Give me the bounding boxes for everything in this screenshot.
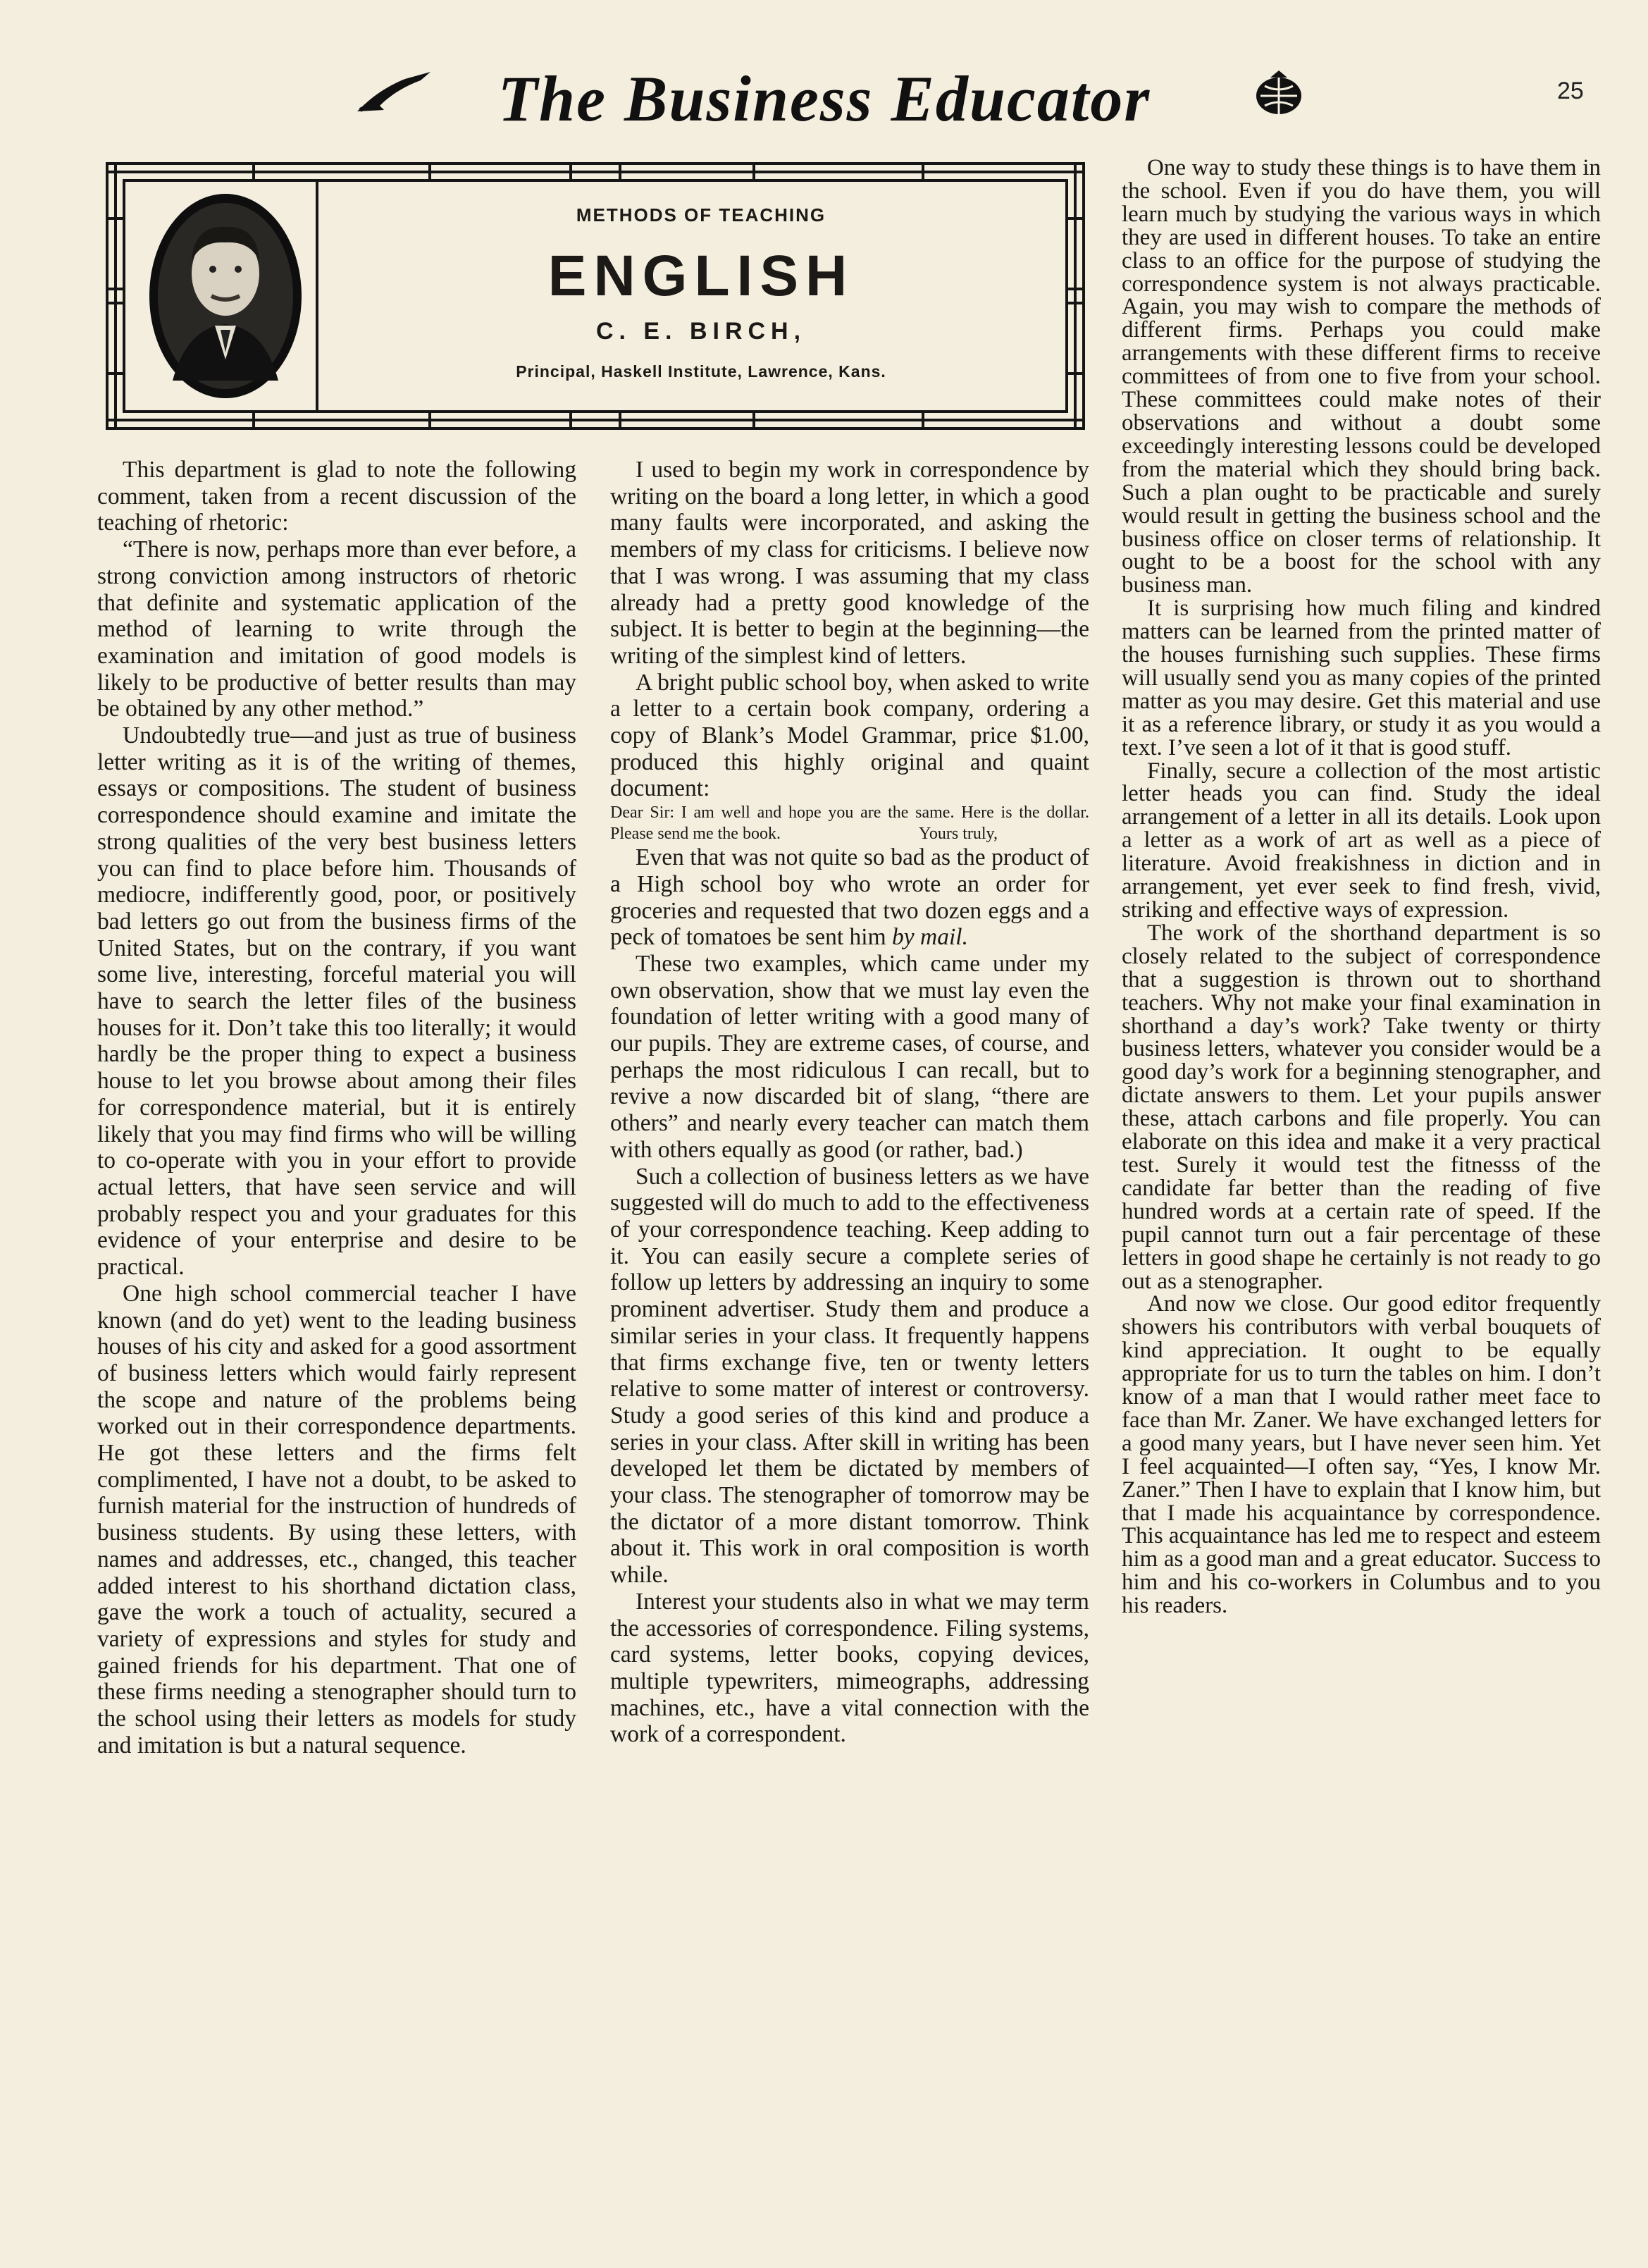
paragraph: Undoubtedly true—and just as true of business letter writing as it is of the writing of themes, essays or compositions. The student of business correspondence should examine and imitate the strong qualities of the very best business letters you can find to place before him. Thousands of mediocre, indifferently good, poor, or positively bad letters go out from the business firms of the United States, but on the contrary, if you want some live, interesting, forceful material you will have to search the letter files of the business houses for it. Don’t take this too literally; it would hardly be the proper thing to expect a business house to let you browse about among their files for correspondence material, but it is entirely likely that you may find firms who will be willing to co-operate with you in your effort to provide actual letters, that have seen service and will probably respect you and your graduates for this evidence of your enterprise and desire to be practical. bbox=[97, 722, 576, 1281]
author-portrait bbox=[144, 190, 306, 402]
paragraph: The work of the shorthand department is so closely related to the subject of correspondence that a suggestion is thrown out to shorthand teachers. Why not make your final examination in shorthand a day’s work? Take twenty or thirty business letters, whatever you consider would be a good day’s work for a beginning stenographer, and dictate answers to them. Let your pupils answer these, attach carbons and file properly. You can elaborate on this idea and make it a very practical test. Surely it would test the fitnesss of the candidate far better than the reading of five hundred words at a certain rate of speed. If the pupil cannot turn out a fair percentage of these letters in good shape he certainly is not ready to go out as a stenographer. bbox=[1122, 920, 1601, 1294]
text-column-middle bbox=[610, 457, 1089, 1748]
emphasis-text: by mail. bbox=[892, 924, 968, 951]
globe-emblem-icon bbox=[1251, 69, 1307, 118]
paragraph-text: Even that was not quite so bad as the product of a High school boy who wrote an order for groceries and requested that two dozen eggs and a peck of tomatoes be sent him bbox=[610, 844, 1089, 951]
text-column-left bbox=[97, 457, 576, 1758]
paragraph: A bright public school boy, when asked to write a letter to a certain book company, ordering a copy of Blank’s Model Grammar, price $1.00, produced this highly original and quaint document: bbox=[610, 669, 1089, 802]
sample-letter bbox=[610, 802, 1089, 844]
article-title: ENGLISH bbox=[547, 244, 855, 308]
sample-letter-body: Dear Sir: I am well and hope you are the same. Here is the dollar. Please send me the book. bbox=[610, 803, 1089, 844]
page-number: 25 bbox=[1557, 78, 1584, 104]
paragraph: Such a collection of business letters as we have suggested will do much to add to the effectiveness of your correspondence teaching. Keep adding to it. You can easily secure a complete series of follow up letters by addressing an inquiry to some prominent advertiser. Study them and produce a similar series in your class. It frequently happens that firms exchange five, ten or twenty letters relative to some matter of interest or controversy. Study a good series of this kind and produce a series in your class. After skill in writing has been developed let them be dictated by members of your class. The stenographer of tomorrow may be the dictator of a more distant tomorrow. Think about it. This work in oral composition is worth while. bbox=[610, 1163, 1089, 1589]
quill-pen-icon bbox=[356, 70, 433, 113]
paragraph: One way to study these things is to have them in the school. Even if you do have them, you will learn much by studying the various ways in which they are used in different houses. To take an entire class to an office for the purpose of studying the correspondence system is not always practicable. Again, you may wish to compare the methods of different firms. Perhaps you could make arrangements with these different firms to receive committees of from one to five from your school. These committees could make notes of their observations and without a doubt some exceedingly interesting lessons could be developed from the material which they should bring back. Such a plan ought to be practicable and surely would result in getting the business school and the business office on closer terms of relationship. It ought to be a boost for the school with any business man. bbox=[1122, 155, 1601, 598]
author-name: C. E. BIRCH, bbox=[595, 318, 807, 345]
masthead bbox=[0, 49, 1648, 141]
publication-title: The Business Educator bbox=[497, 63, 1151, 135]
text-column-right bbox=[1122, 156, 1601, 1617]
section-kicker: METHODS OF TEACHING bbox=[576, 204, 826, 226]
paragraph: And now we close. Our good editor frequently showers his contributors with verbal bouquets of kind appreciation. It ought to be equally appropriate for us to turn the tables on him. I don’t know of a man that I would rather meet face to face than Mr. Zaner. We have exchanged letters for a good many years, but I have never seen him. Yet I feel acquainted—I often say, “Yes, I know Mr. Zaner.” Then I have to explain that I know him, but that I made his acquaintance by correspondence. This acquaintance has led me to respect and esteem him as a good man and a great educator. Success to him and his co-workers in Columbus and to you his readers. bbox=[1122, 1291, 1601, 1619]
article-header-box bbox=[106, 162, 1085, 430]
paragraph: It is surprising how much filing and kindred matters can be learned from the printed matter of the houses furnishing such supplies. These firms will usually send you as many copies of the printed matter as you may desire. Get this material and use it as a reference library, or study it as you would a text. I’ve seen a lot of it that is good stuff. bbox=[1122, 596, 1601, 760]
paragraph: This department is glad to note the following comment, taken from a recent discussion of the teaching of rhetoric: bbox=[97, 457, 576, 536]
paragraph: These two examples, which came under my own observation, show that we must lay even the foundation of letter writing with a good many of our pupils. They are extreme cases, of course, and perhaps the most ridiculous I can recall, but to revive a now discarded bit of slang, “there are others” and nearly every teacher can match them with others equally as good (or rather, bad.) bbox=[610, 950, 1089, 1163]
paragraph bbox=[610, 844, 1089, 951]
paragraph: One high school commercial teacher I have known (and do yet) went to the leading business houses of his city and asked for a good assortment of business letters which would fairly represent the scope and nature of the problems being worked out in their correspondence departments. He got these letters and the firms felt complimented, I have not a doubt, to be asked to furnish material for the instruction of hundreds of business students. By using these letters, with names and addresses, etc., changed, this teacher added interest to his shorthand dictation class, gave the work a touch of actuality, secured a variety of expressions and styles for study and gained friends for his department. That one of these firms needing a stenographer should turn to the school using their letters as models for study and imitation is but a natural sequence. bbox=[97, 1280, 576, 1758]
paragraph: Interest your students also in what we may term the accessories of correspondence. Filing systems, card systems, letter books, copying devices, multiple typewriters, mimeographs, addressing machines, etc., have a vital connection with the work of a correspondent. bbox=[610, 1588, 1089, 1748]
paragraph: I used to begin my work in correspondence by writing on the board a long letter, in which a good many faults were incorporated, and asking the members of my class for criticisms. I believe now that I was wrong. I was assuming that my class already had a pretty good knowledge of the subject. It is better to begin at the beginning—the writing of the simplest kind of letters. bbox=[610, 457, 1089, 669]
quoted-paragraph: “There is now, perhaps more than ever before, a strong conviction among instructors of rhetoric that definite and systematic application of the method of learning to write through the examination and imitation of good models is likely to be productive of better results than may be obtained by any other method.” bbox=[97, 536, 576, 722]
sample-letter-signoff: Yours truly, bbox=[918, 825, 998, 844]
article-heading bbox=[338, 197, 1064, 381]
author-affiliation: Principal, Haskell Institute, Lawrence, Kans. bbox=[516, 362, 886, 381]
paragraph: Finally, secure a collection of the most artistic letter heads you can find. Study the ideal arrangement of a letter in all its details. Look upon a letter as a work of art as well as a piece of literature. Avoid freakishness in diction and in arrangement, yet ever seek to find fresh, vivid, striking and effective ways of expression. bbox=[1122, 758, 1601, 923]
